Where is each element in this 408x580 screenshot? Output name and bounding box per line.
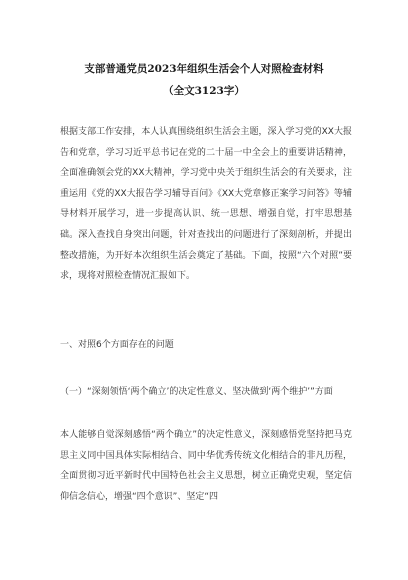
document-subtitle: （全文3123字） xyxy=(163,85,245,97)
subsection-heading: （一）“深刻领悟‘两个确立’的决定性意义、坚决做到‘两个维护’”方面 xyxy=(60,387,333,397)
intro-paragraph: 根据支部工作安排，本人认真围绕组织生活会主题，深入学习党的XX大报告和党章，学习习近平总书记在党的二十届一中全会上的重要讲话精神，全面准确领会党的XX大精神，学习党中央关于组织生活会的有关要求，注重运用《党的XX大报告学习辅导百问》《XX大党章修正案学习问答》等辅导材料开展学习，进一步提高认识、统一思想、增强自觉，打牢思想基础。深入查找自身突出问题，针对查找出的问题进行了深刻剖析，并提出整改措施，为开好本次组织生活会奠定了基础。下面，按照“六个对照”要求，现将对照检查情况汇报如下。 xyxy=(60,127,352,282)
body-paragraph: 本人能够自觉深刻感悟“两个确立”的决定性意义，深刻感悟党坚持把马克思主义同中国具体实际相结合、同中华优秀传统文化相结合的非凡历程，全面贯彻习近平新时代中国特色社会主义思想，树立正确党史观，坚定信仰信念信心，增强“四个意识”、坚定“四 xyxy=(60,430,352,502)
section-heading: 一、对照6个方面存在的问题 xyxy=(60,340,174,350)
document-title: 支部普通党员2023年组织生活会个人对照检查材料 xyxy=(84,63,324,75)
